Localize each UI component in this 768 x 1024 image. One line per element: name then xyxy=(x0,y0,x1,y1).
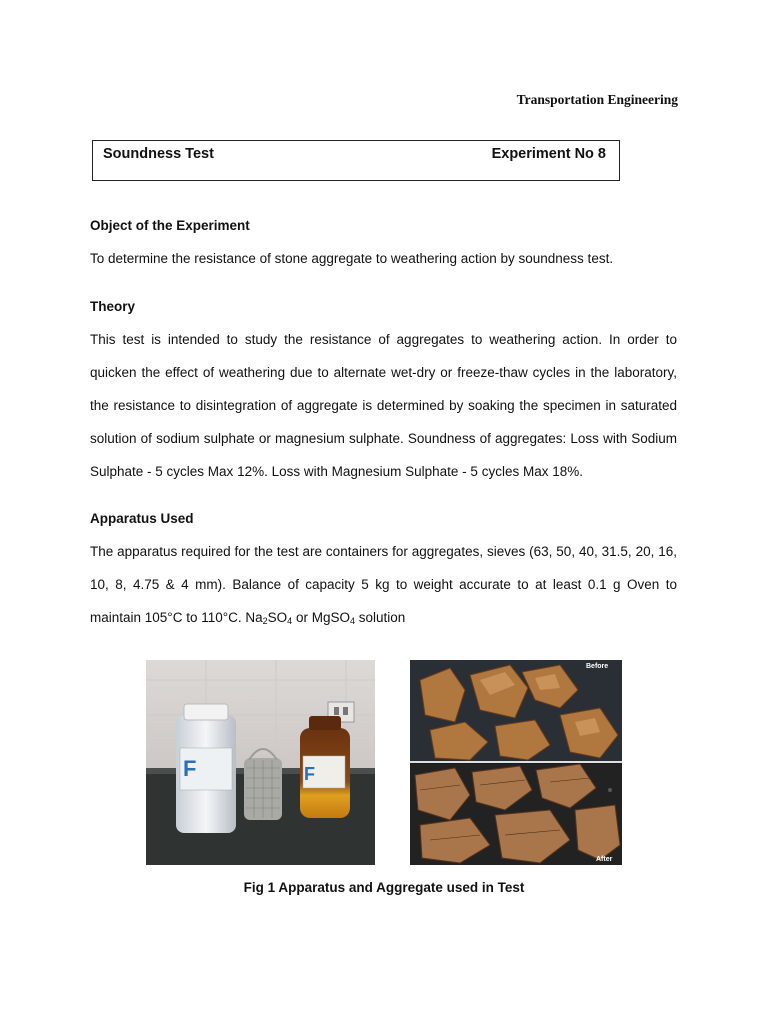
object-text: To determine the resistance of stone aggregate to weathering action by soundness test. xyxy=(90,251,614,266)
apparatus-heading: Apparatus Used xyxy=(90,511,194,526)
experiment-number: Experiment No 8 xyxy=(491,146,606,162)
object-heading: Object of the Experiment xyxy=(90,218,250,233)
svg-text:F: F xyxy=(304,764,315,784)
svg-text:F: F xyxy=(183,756,197,781)
course-header: Transportation Engineering xyxy=(516,92,678,107)
title-box xyxy=(92,140,620,181)
apparatus-photo xyxy=(146,660,375,865)
after-label: After xyxy=(596,856,613,863)
theory-text: This test is intended to study the resistance of aggregates to weathering action. In order to quicken the effect of weathering due to alternate wet-dry or freeze-thaw cycles in the laboratory, the resistance to disintegration of aggregate is determined by soaking the specimen in saturated solution of sodium sulphate or magnesium sulphate. Soundness of aggregates: Loss with Sodium Sulphate - 5 cycles Max 12%. Loss with Magnesium Sulphate - 5 cycles Max 18%. xyxy=(90,332,677,479)
apparatus-text: The apparatus required for the test are containers for aggregates, sieves (63, 50, 40, 31.5, 20, 16, 10, 8, 4.75 & 4 mm). Balance of capacity 5 kg to weight accurate to at least 0.1 g Oven to maintain 105°C to 110°C. $Na_2SO_4$ or MgSO$_4$ solution xyxy=(90,544,677,626)
figure-caption: Fig 1 Apparatus and Aggregate used in Test xyxy=(243,880,525,895)
theory-heading: Theory xyxy=(90,299,136,314)
experiment-title: Soundness Test xyxy=(103,146,214,162)
aggregate-photo xyxy=(410,660,622,865)
before-label: Before xyxy=(586,663,609,670)
